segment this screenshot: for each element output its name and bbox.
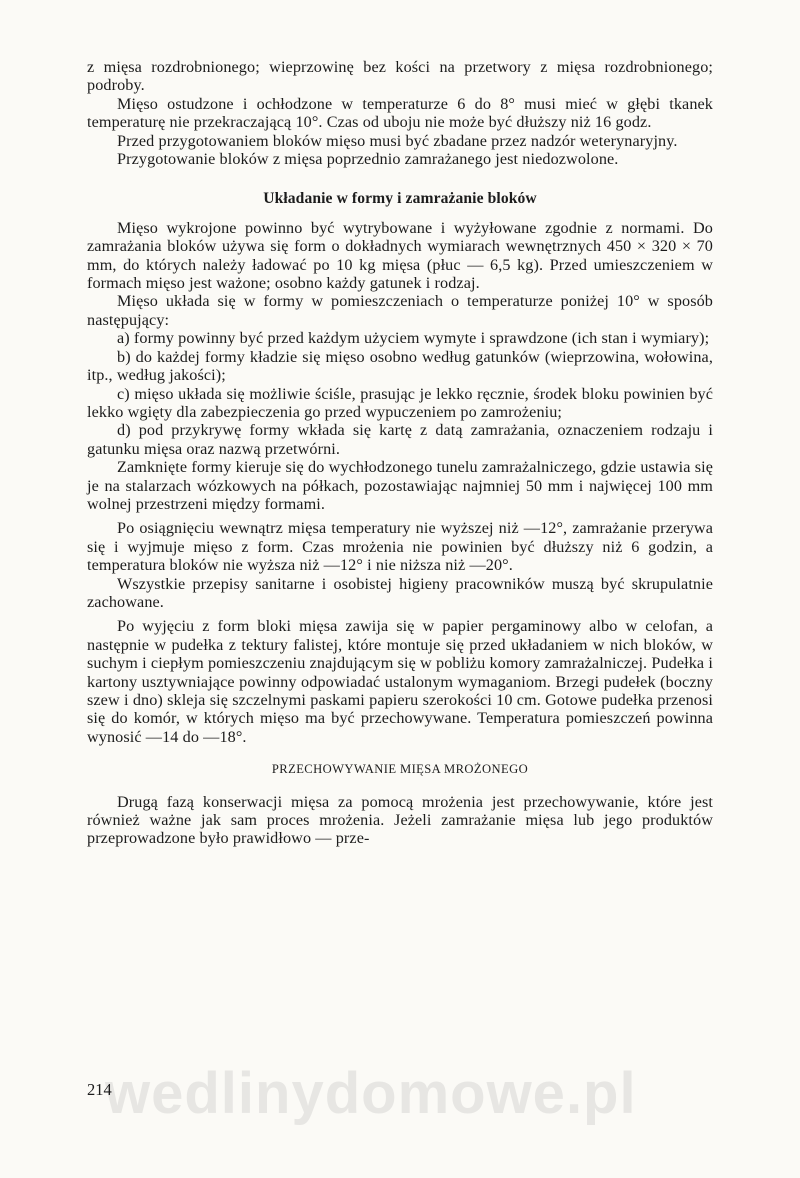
- top-section: [87, 58, 713, 168]
- bottom-section: [87, 793, 713, 848]
- paragraph: Po wyjęciu z form bloki mięsa zawija się w papier pergaminowy albo w celofan, a następnie w pudełka z tektury falistej, które montuje się przed układaniem w nich bloków, w suchym i ciepłym pomieszczeniu znajdującym się w pobliżu komory zamrażalniczej. Pudełka i kartony usztywniające powinny odpowiadać ustalonym wymaganiom. Brzegi pudełek (boczny szew i dno) skleja się szczelnymi paskami papieru szerokości 10 cm. Gotowe pudełka przenosi się do komór, w których mięso ma być przechowywane. Temperatura pomieszczeń powinna wynosić —14 do —18°.: [87, 617, 713, 746]
- list-item: b) do każdej formy kładzie się mięso osobno według gatunków (wieprzowina, wołowina, itp., według jakości);: [87, 347, 713, 385]
- page-body: [87, 58, 713, 848]
- paragraph: Drugą fazą konserwacji mięsa za pomocą mrożenia jest przechowywanie, które jest również ważne jak sam proces mrożenia. Jeżeli zamrażanie mięsa lub jego produktów przeprowadzone było prawidłowo — prze-: [87, 792, 713, 848]
- paragraph: Przed przygotowaniem bloków mięso musi być zbadane przez nadzór weterynaryjny.: [117, 131, 678, 150]
- list-item: c) mięso układa się możliwie ściśle, prasując je lekko ręcznie, środek bloku powinien być lekko wgięty dla zabezpieczenia go przed wypuczeniem po zamrożeniu;: [87, 384, 713, 421]
- paragraph: Wszystkie przepisy sanitarne i osobistej higieny pracowników muszą być skrupulatnie zachowane.: [87, 574, 713, 611]
- paragraph: Po osiągnięciu wewnątrz mięsa temperatury nie wyższej niż —12°, zamrażanie przerywa się i wyjmuje mięso z form. Czas mrożenia nie powinien być dłuższy niż 6 godzin, a temperatura bloków nie wyższa niż —12° i nie niższa niż —20°.: [87, 519, 713, 575]
- list-item: d) pod przykrywę formy wkłada się kartę z datą zamrażania, oznaczeniem rodzaju i gatunku mięsa oraz nazwą przetwórni.: [87, 421, 713, 458]
- paragraph: Przygotowanie bloków z mięsa poprzednio zamrażanego jest niedozwolone.: [117, 150, 619, 169]
- paragraph: Zamknięte formy kieruje się do wychłodzonego tunelu zamrażalniczego, gdzie ustawia się je na stalarzach wózkowych na półkach, pozostawiając najmniej 50 mm i najwięcej 100 mm wolnej przestrzeni między formami.: [87, 458, 713, 513]
- paragraph: Mięso układa się w formy w pomieszczeniach o temperaturze poniżej 10° w sposób następujący:: [87, 292, 713, 329]
- paragraph: Mięso ostudzone i ochłodzone w temperaturze 6 do 8° musi mieć w głębi tkanek temperaturę nie przekraczającą 10°. Czas od uboju nie może być dłuższy niż 16 godz.: [87, 94, 713, 132]
- subsection-heading: PRZECHOWYWANIE MIĘSA MROŻONEGO: [271, 762, 529, 777]
- page-number: 214: [87, 1080, 112, 1099]
- section-heading: Układanie w formy i zamrażanie bloków: [263, 190, 537, 208]
- paragraph: Mięso wykrojone powinno być wytrybowane i wyżyłowane zgodnie z normami. Do zamrażania bloków używa się form o dokładnych wymiarach wewnętrznych 450 × 320 × 70 mm, do których należy ładować po 10 kg mięsa (płuc — 6,5 kg). Przed umieszczeniem w formach mięso jest ważone; osobno każdy gatunek i rodzaj.: [87, 218, 713, 293]
- page-footer: [87, 1061, 727, 1126]
- list-item: a) formy powinny być przed każdym użyciem wymyte i sprawdzone (ich stan i wymiary);: [117, 329, 710, 348]
- mid-section: [87, 219, 713, 746]
- watermark: wedlinydomowe.pl: [105, 1061, 637, 1126]
- paragraph: z mięsa rozdrobnionego; wieprzowinę bez kości na przetwory z mięsa rozdrobnionego; podroby.: [87, 58, 713, 95]
